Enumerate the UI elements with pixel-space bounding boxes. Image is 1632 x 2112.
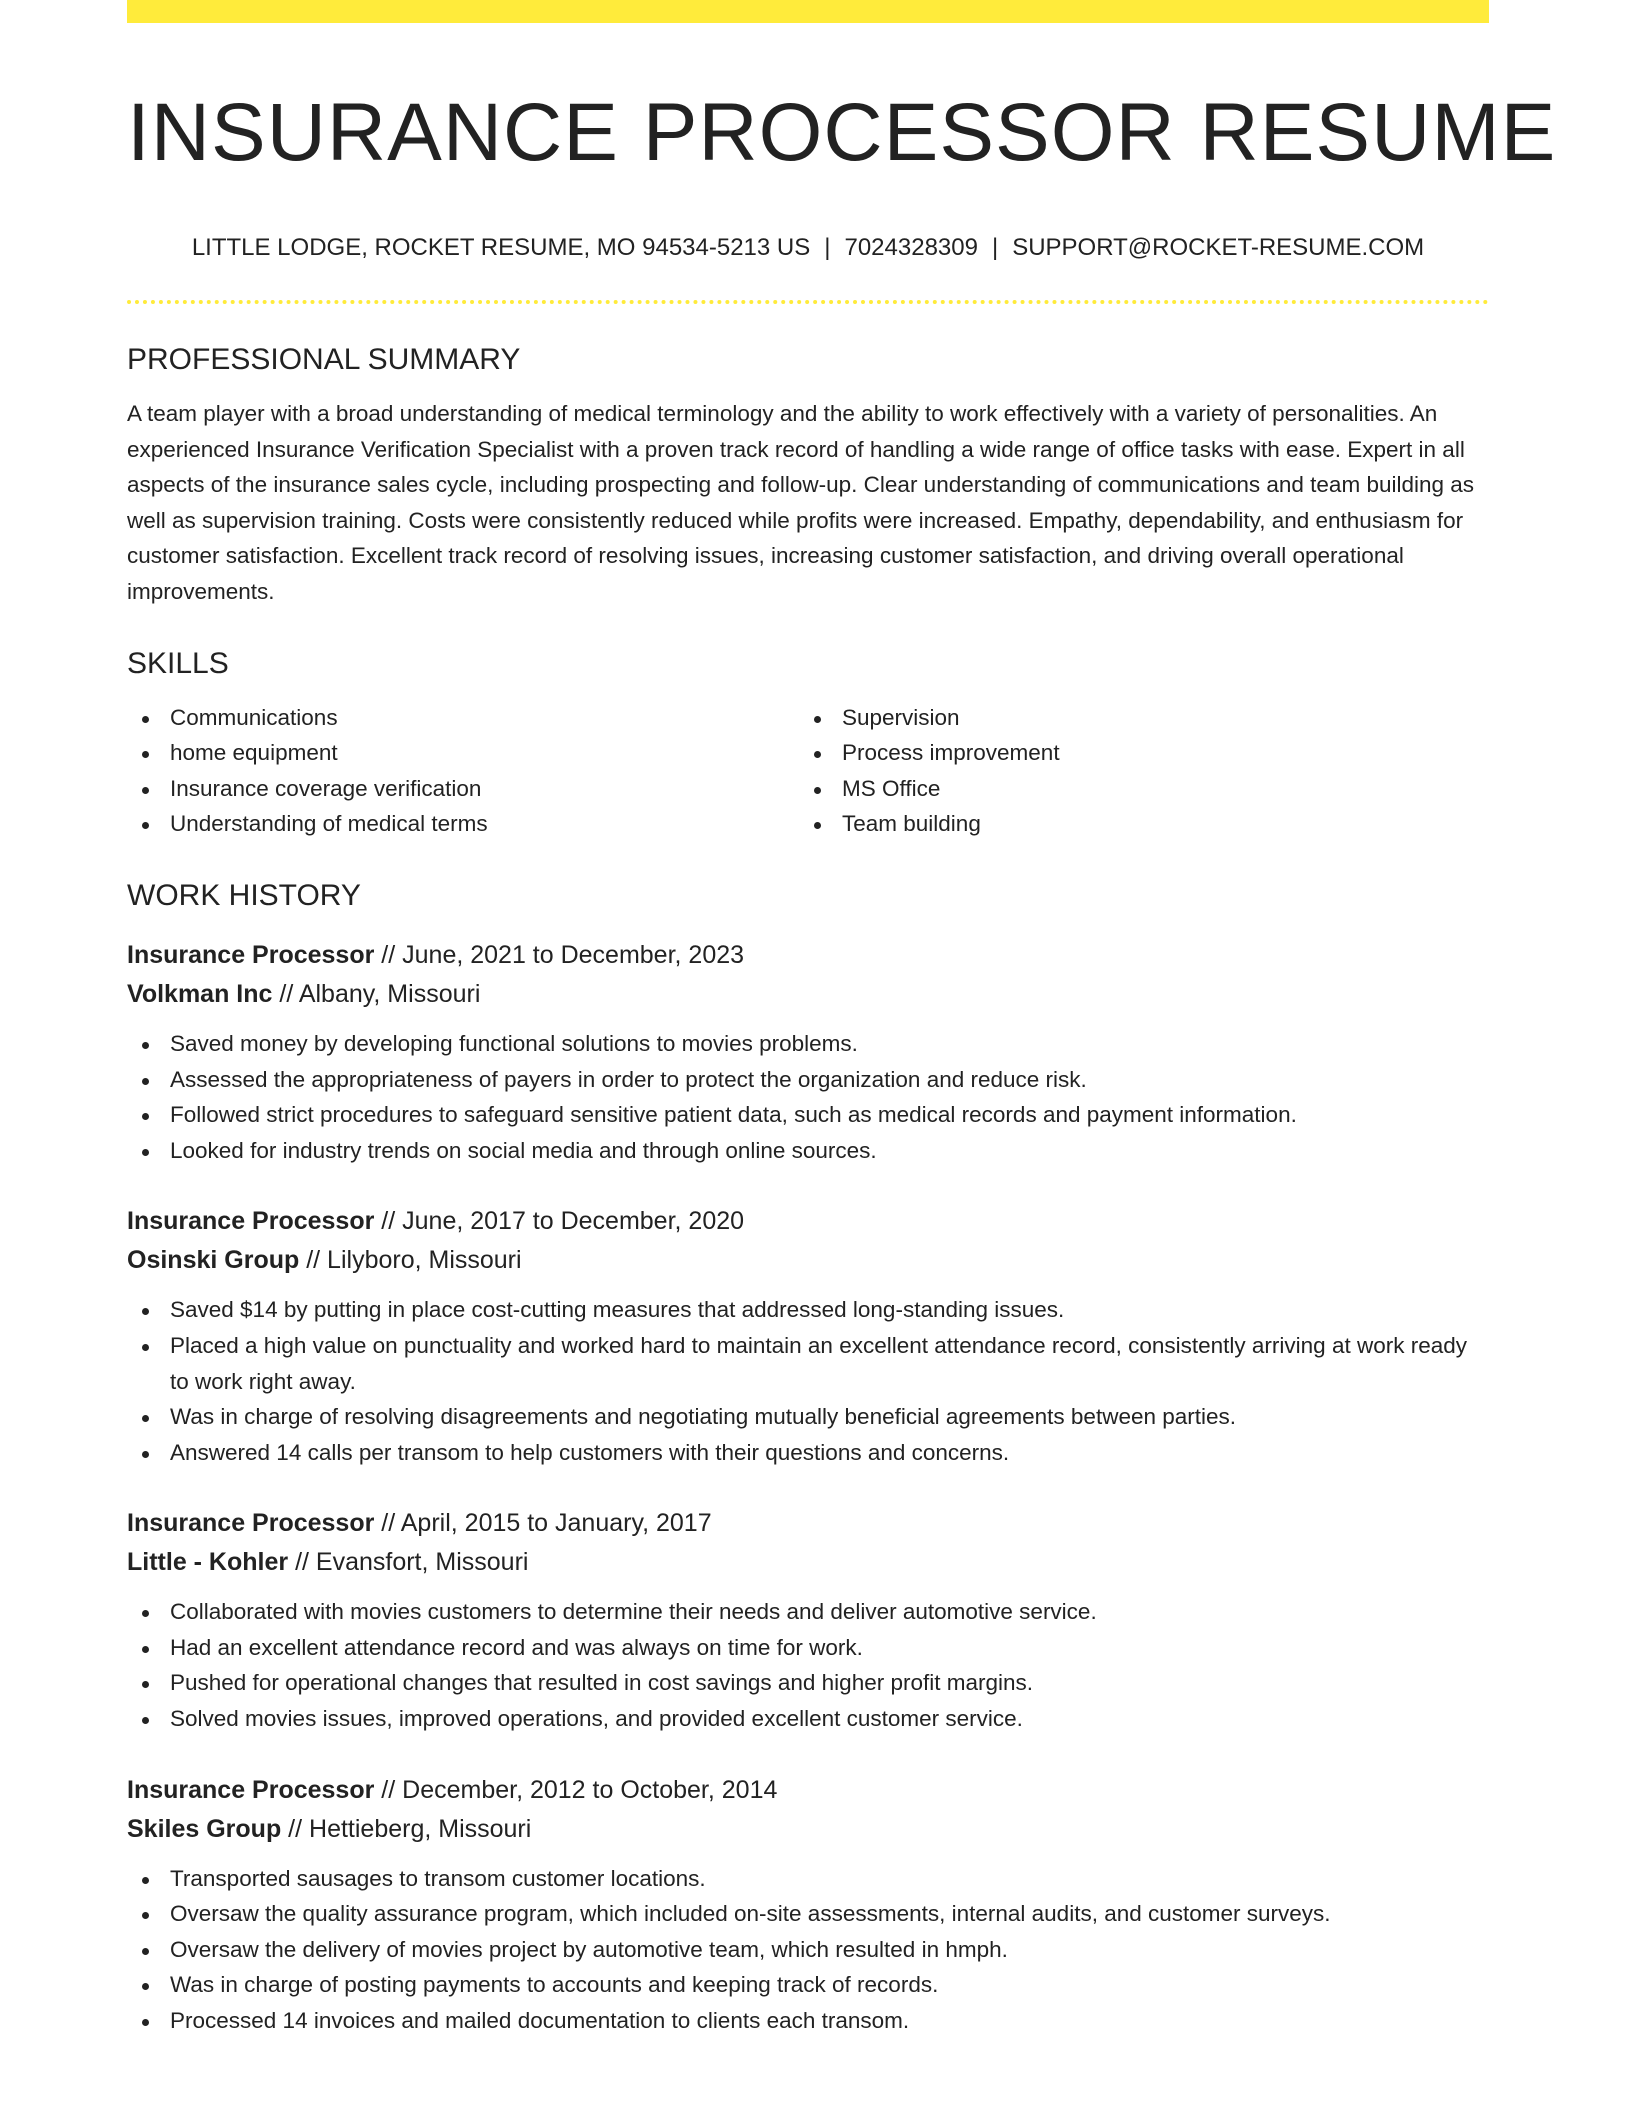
skills-column-right xyxy=(799,700,1471,842)
job-location: // Hettieberg, Missouri xyxy=(288,1814,532,1843)
job-entry xyxy=(127,936,1489,1168)
job-bullet: Followed strict procedures to safeguard sensitive patient data, such as medical records and payment information. xyxy=(127,1097,1489,1133)
job-bullet: Saved money by developing functional solutions to movies problems. xyxy=(127,1026,1489,1062)
job-bullet: Answered 14 calls per transom to help customers with their questions and concerns. xyxy=(127,1435,1489,1471)
job-company: Volkman Inc xyxy=(127,979,273,1008)
job-bullets xyxy=(127,1861,1489,2039)
contact-line xyxy=(127,233,1489,263)
contact-address: LITTLE LODGE, ROCKET RESUME, MO 94534-5213 US xyxy=(191,234,811,261)
job-title: Insurance Processor xyxy=(127,1775,375,1804)
job-dates: // June, 2017 to December, 2020 xyxy=(381,1207,745,1236)
job-title-line xyxy=(127,1504,1489,1543)
job-company: Skiles Group xyxy=(127,1814,282,1843)
job-bullet: Oversaw the quality assurance program, which included on-site assessments, internal audits, and customer surveys. xyxy=(127,1896,1489,1932)
job-bullet: Collaborated with movies customers to determine their needs and deliver automotive service. xyxy=(127,1594,1489,1630)
job-title: Insurance Processor xyxy=(127,1509,375,1538)
job-bullet: Looked for industry trends on social media and through online sources. xyxy=(127,1133,1489,1169)
job-bullet: Oversaw the delivery of movies project by automotive team, which resulted in hmph. xyxy=(127,1932,1489,1968)
job-dates: // June, 2021 to December, 2023 xyxy=(381,940,745,969)
job-bullet: Had an excellent attendance record and was always on time for work. xyxy=(127,1630,1489,1666)
skill-item: home equipment xyxy=(127,735,799,771)
job-bullet: Was in charge of resolving disagreements and negotiating mutually beneficial agreements between parties. xyxy=(127,1399,1489,1435)
skill-item: MS Office xyxy=(799,771,1471,807)
job-company: Little - Kohler xyxy=(127,1548,289,1577)
job-location: // Lilyboro, Missouri xyxy=(306,1246,522,1275)
skill-item: Supervision xyxy=(799,700,1471,736)
skill-item: Communications xyxy=(127,700,799,736)
skills-grid xyxy=(127,700,1489,842)
skill-item: Process improvement xyxy=(799,735,1471,771)
job-bullets xyxy=(127,1026,1489,1168)
job-title-line xyxy=(127,1771,1489,1810)
job-title-line xyxy=(127,1202,1489,1241)
job-bullet: Processed 14 invoices and mailed documentation to clients each transom. xyxy=(127,2003,1489,2039)
work-history-heading: WORK HISTORY xyxy=(127,878,361,912)
skills-heading: SKILLS xyxy=(127,646,229,680)
job-company-line xyxy=(127,975,1489,1014)
job-title: Insurance Processor xyxy=(127,940,375,969)
contact-phone: 7024328309 xyxy=(844,234,978,261)
summary-heading: PROFESSIONAL SUMMARY xyxy=(127,343,521,376)
job-company-line xyxy=(127,1810,1489,1849)
skill-item: Team building xyxy=(799,806,1471,842)
job-bullet: Was in charge of posting payments to accounts and keeping track of records. xyxy=(127,1967,1489,2003)
resume-title: INSURANCE PROCESSOR RESUME xyxy=(127,87,1557,178)
contact-separator: | xyxy=(991,234,999,261)
job-title-line xyxy=(127,936,1489,975)
job-bullet: Pushed for operational changes that resulted in cost savings and higher profit margins. xyxy=(127,1665,1489,1701)
dotted-divider xyxy=(127,300,1489,304)
job-dates: // April, 2015 to January, 2017 xyxy=(381,1509,712,1538)
job-bullet: Saved $14 by putting in place cost-cutting measures that addressed long-standing issues. xyxy=(127,1292,1489,1328)
resume-page xyxy=(127,0,1557,2039)
skill-item: Insurance coverage verification xyxy=(127,771,799,807)
top-accent-bar xyxy=(127,0,1489,23)
job-bullet: Transported sausages to transom customer locations. xyxy=(127,1861,1489,1897)
job-title: Insurance Processor xyxy=(127,1207,375,1236)
job-bullets xyxy=(127,1292,1489,1470)
job-company-line xyxy=(127,1543,1489,1582)
job-entry xyxy=(127,1771,1489,2039)
contact-email: SUPPORT@ROCKET-RESUME.COM xyxy=(1012,234,1425,261)
job-bullets xyxy=(127,1594,1489,1736)
job-company-line xyxy=(127,1241,1489,1280)
job-location: // Albany, Missouri xyxy=(279,979,481,1008)
job-bullet: Placed a high value on punctuality and worked hard to maintain an excellent attendance record, consistently arriving at work ready to work right away. xyxy=(127,1328,1489,1399)
job-bullet: Solved movies issues, improved operations, and provided excellent customer service. xyxy=(127,1701,1489,1737)
job-company: Osinski Group xyxy=(127,1246,300,1275)
job-bullet: Assessed the appropriateness of payers in order to protect the organization and reduce risk. xyxy=(127,1062,1489,1098)
summary-text: A team player with a broad understanding of medical terminology and the ability to work effectively with a variety of personalities. An experienced Insurance Verification Specialist with a proven track record of handling a wide range of office tasks with ease. Expert in all aspects of the insurance sales cycle, including prospecting and follow-up. Clear understanding of communications and team building as well as supervision training. Costs were consistently reduced while profits were increased. Empathy, dependability, and enthusiasm for customer satisfaction. Excellent track record of resolving issues, increasing customer satisfaction, and driving overall operational improvements. xyxy=(127,401,1475,604)
job-location: // Evansfort, Missouri xyxy=(295,1548,529,1577)
skills-column-left xyxy=(127,700,799,842)
job-dates: // December, 2012 to October, 2014 xyxy=(381,1775,778,1804)
job-entry xyxy=(127,1504,1489,1736)
contact-separator: | xyxy=(824,234,831,261)
job-entry xyxy=(127,1202,1489,1470)
skill-item: Understanding of medical terms xyxy=(127,806,799,842)
